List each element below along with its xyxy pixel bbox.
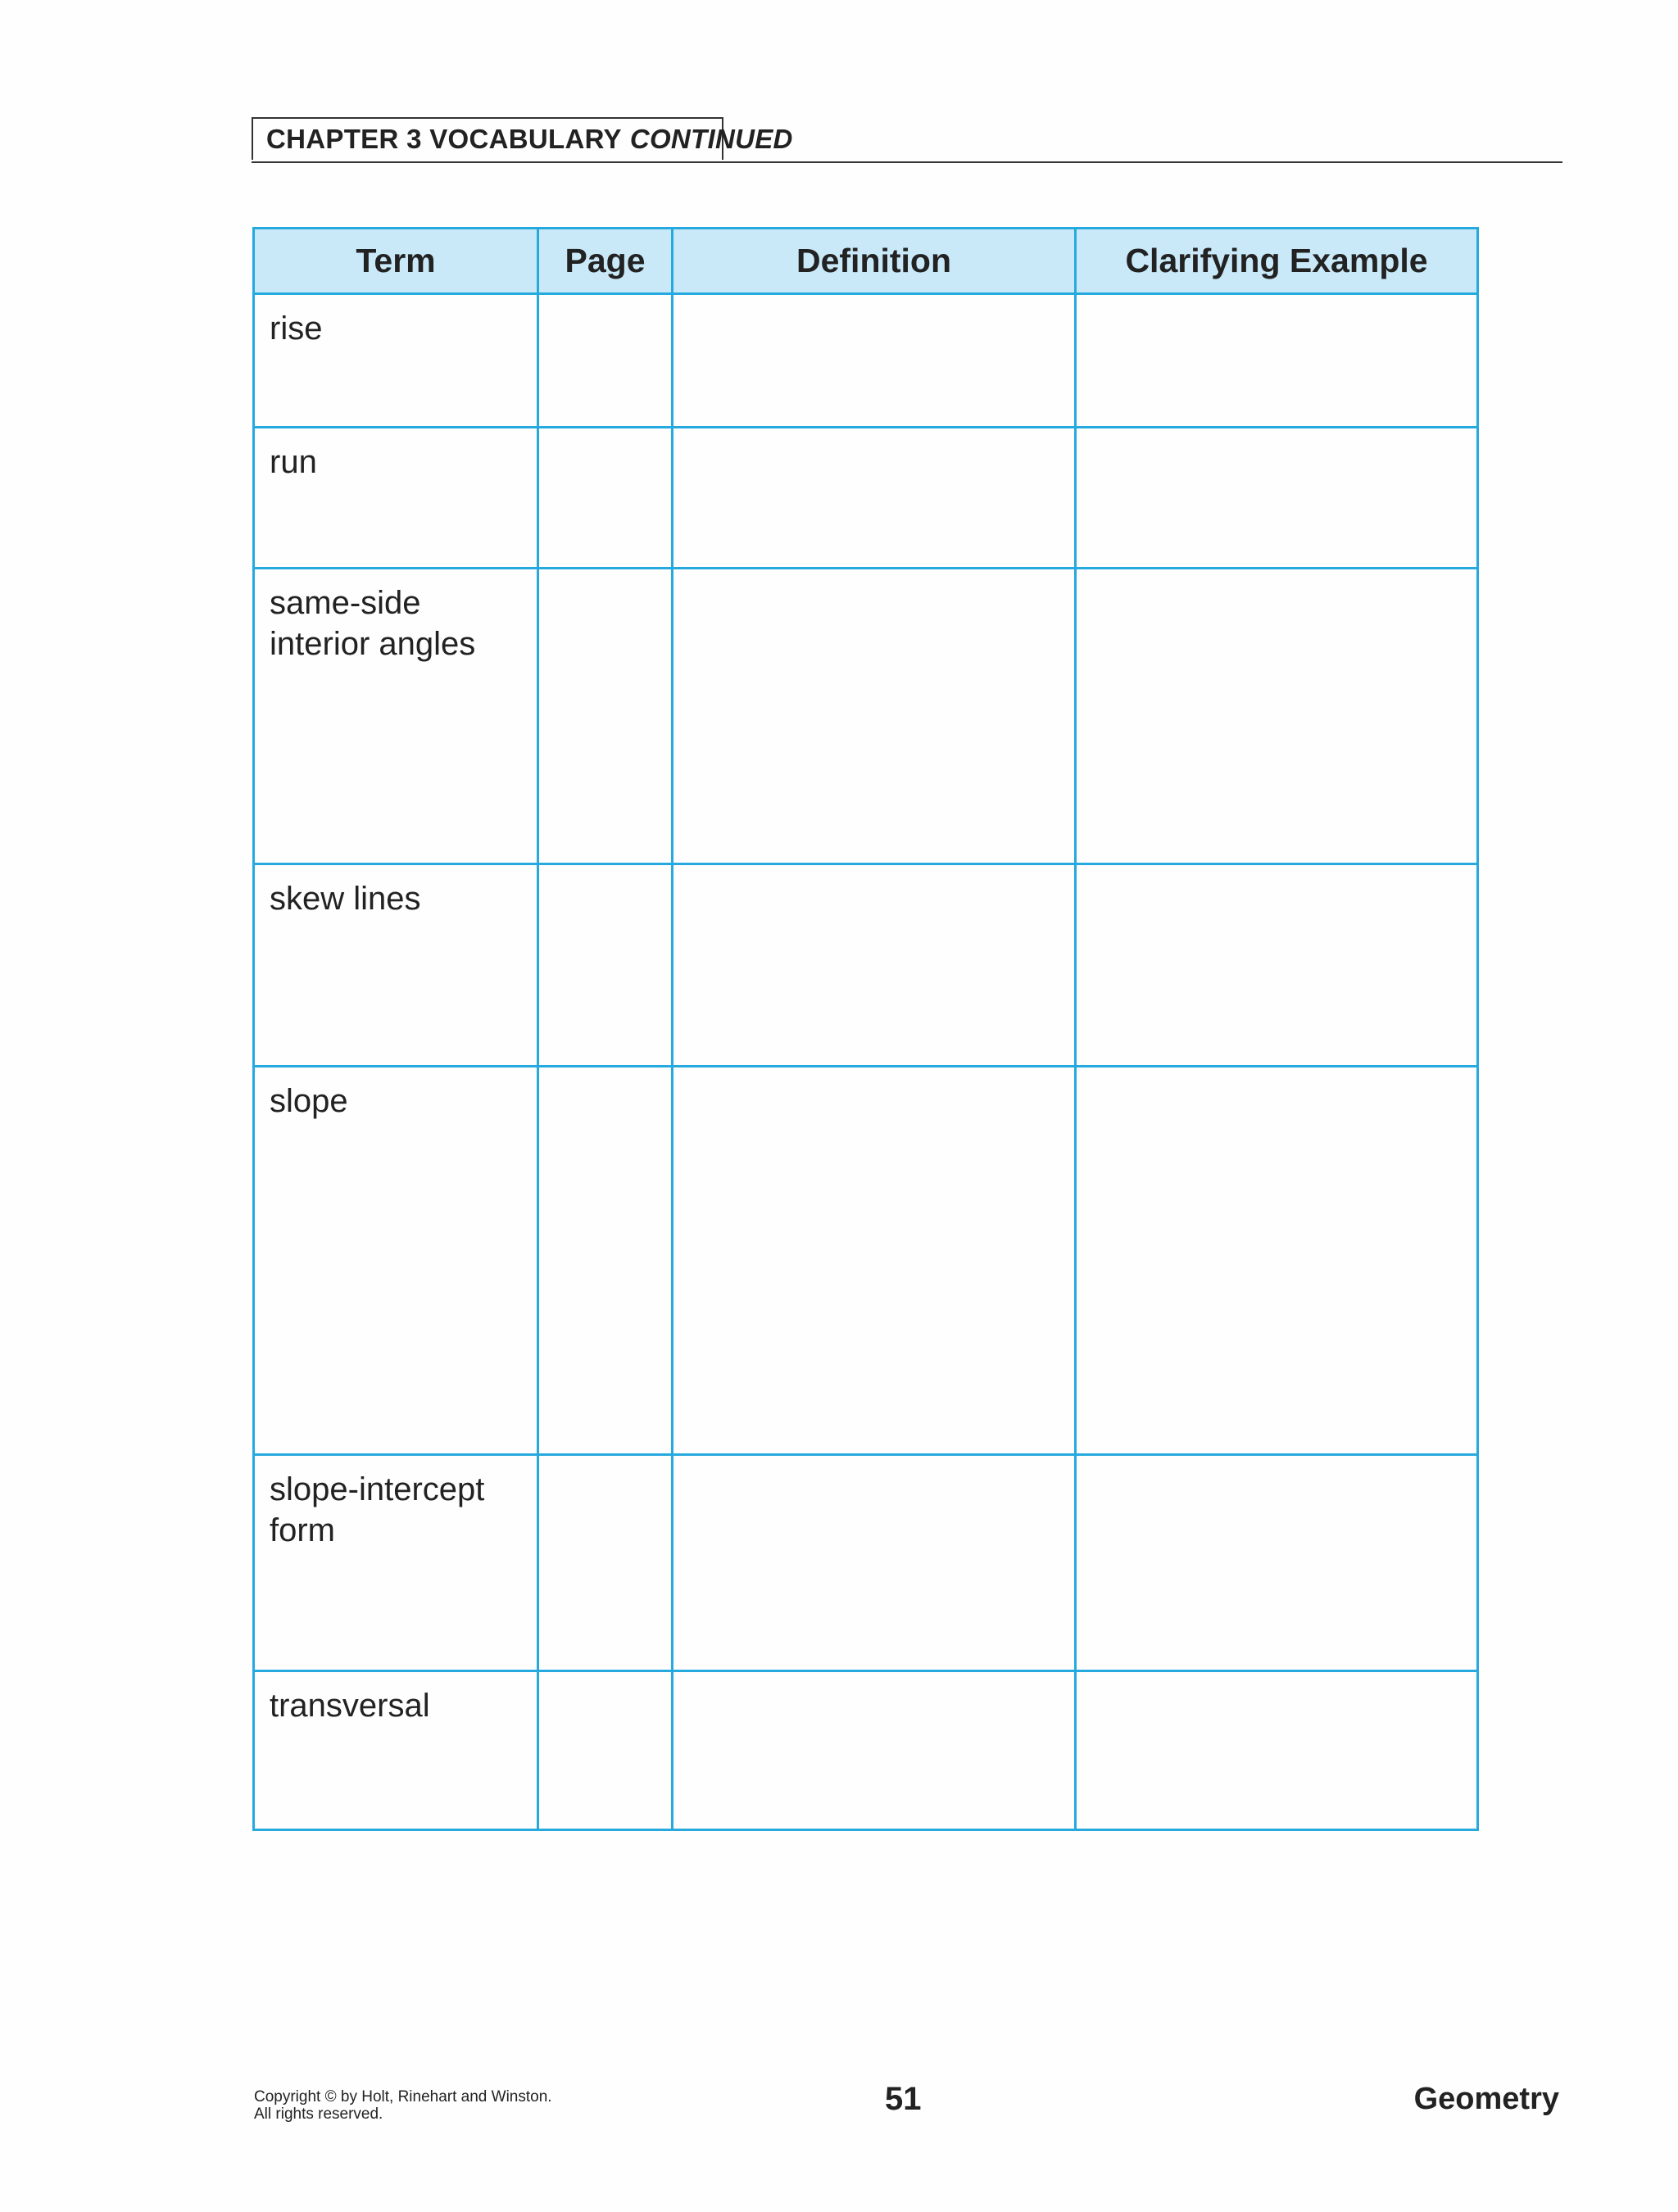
definition-cell[interactable] bbox=[673, 1067, 1076, 1455]
chapter-heading bbox=[252, 117, 793, 160]
example-cell[interactable] bbox=[1076, 864, 1478, 1067]
term-text: slope-intercept form bbox=[270, 1471, 485, 1548]
table-row bbox=[254, 428, 1478, 569]
copyright-notice bbox=[254, 2088, 552, 2123]
term-cell bbox=[254, 1671, 538, 1830]
term-text: rise bbox=[270, 310, 323, 347]
definition-cell[interactable] bbox=[673, 1671, 1076, 1830]
example-cell[interactable] bbox=[1076, 1455, 1478, 1671]
rights-line: All rights reserved. bbox=[254, 2105, 383, 2123]
example-cell[interactable] bbox=[1076, 1067, 1478, 1455]
definition-cell[interactable] bbox=[673, 294, 1076, 428]
table-row bbox=[254, 569, 1478, 864]
column-header-term: Term bbox=[254, 229, 538, 294]
subject-label: Geometry bbox=[1413, 2082, 1559, 2116]
vocabulary-table bbox=[252, 227, 1479, 1831]
column-header-clarifying-example: Clarifying Example bbox=[1076, 229, 1478, 294]
term-text: slope bbox=[270, 1083, 348, 1119]
term-text: transversal bbox=[270, 1688, 430, 1724]
definition-cell[interactable] bbox=[673, 864, 1076, 1067]
header-rule bbox=[252, 161, 1562, 163]
term-cell bbox=[254, 1067, 538, 1455]
term-text: skew lines bbox=[270, 881, 421, 917]
table-row bbox=[254, 294, 1478, 428]
table-row bbox=[254, 864, 1478, 1067]
term-text: same-side interior angles bbox=[270, 585, 476, 662]
definition-cell[interactable] bbox=[673, 1455, 1076, 1671]
example-cell[interactable] bbox=[1076, 1671, 1478, 1830]
table-header-row bbox=[254, 229, 1478, 294]
term-cell bbox=[254, 294, 538, 428]
definition-cell[interactable] bbox=[673, 428, 1076, 569]
term-cell bbox=[254, 569, 538, 864]
page-cell[interactable] bbox=[538, 428, 673, 569]
column-header-page: Page bbox=[538, 229, 673, 294]
page-cell[interactable] bbox=[538, 1455, 673, 1671]
chapter-label: CHAPTER 3 VOCABULARY bbox=[266, 124, 622, 154]
page-cell[interactable] bbox=[538, 294, 673, 428]
copyright-line: Copyright © by Holt, Rinehart and Winston. bbox=[254, 2088, 552, 2105]
table-row bbox=[254, 1671, 1478, 1830]
page-cell[interactable] bbox=[538, 1671, 673, 1830]
page-cell[interactable] bbox=[538, 569, 673, 864]
page-cell[interactable] bbox=[538, 1067, 673, 1455]
example-cell[interactable] bbox=[1076, 428, 1478, 569]
term-cell bbox=[254, 864, 538, 1067]
example-cell[interactable] bbox=[1076, 294, 1478, 428]
column-header-definition: Definition bbox=[673, 229, 1076, 294]
definition-cell[interactable] bbox=[673, 569, 1076, 864]
table-row bbox=[254, 1067, 1478, 1455]
term-text: run bbox=[270, 444, 317, 480]
continued-label: CONTINUED bbox=[629, 124, 793, 154]
page-number: 51 bbox=[885, 2081, 922, 2117]
example-cell[interactable] bbox=[1076, 569, 1478, 864]
page-cell[interactable] bbox=[538, 864, 673, 1067]
term-cell bbox=[254, 1455, 538, 1671]
term-cell bbox=[254, 428, 538, 569]
table-row bbox=[254, 1455, 1478, 1671]
